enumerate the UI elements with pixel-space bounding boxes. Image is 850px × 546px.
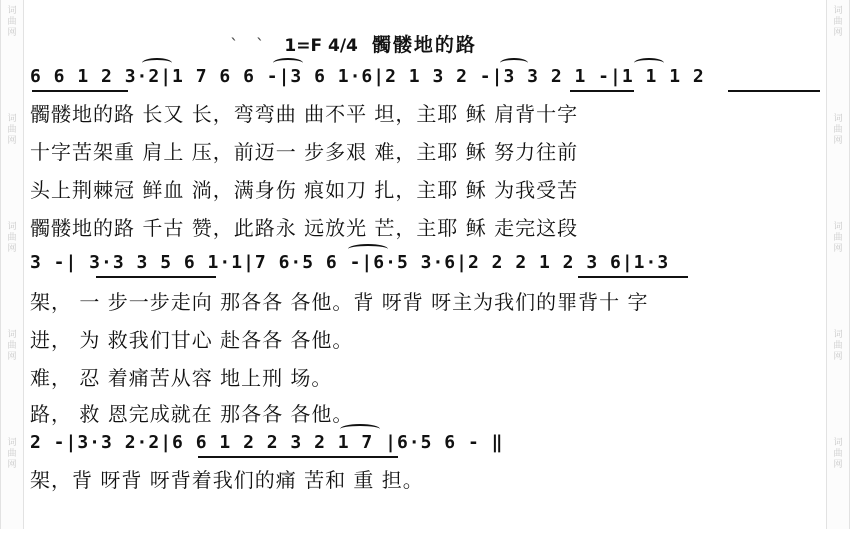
lyric-line-2-4: 路， 救 恩完成就在 那各各 各他。	[30, 402, 354, 426]
beam	[578, 276, 688, 278]
watermark-text: 词 曲 网	[833, 6, 843, 38]
watermark-text: 词 曲 网	[833, 330, 843, 362]
watermark-text: 词 曲 网	[7, 6, 17, 38]
watermark-text: 词 曲 网	[7, 114, 17, 146]
lyric-line-1-1: 髑髅地的路 长又 长，弯弯曲 曲不平 坦，主耶 稣 肩背十字	[30, 102, 579, 126]
song-title: 髑髅地的路	[371, 34, 477, 56]
watermark-column-left	[1, 6, 23, 546]
lyric-line-3-1: 架，背 呀背 呀背着我们的痛 苦和 重 担。	[30, 468, 424, 492]
watermark-text: 词 曲 网	[833, 114, 843, 146]
watermark-text: 词 曲 网	[7, 330, 17, 362]
notation-line-3: 2 -|3·3 2·2|6 6 1 2 2 3 2 1 7 |6·5 6 - ‖	[30, 432, 504, 453]
title-row	[230, 30, 477, 57]
slur	[348, 244, 388, 254]
lyric-line-2-3: 难， 忍 着痛苦从容 地上刑 场。	[30, 366, 333, 390]
title-ticks: ` `	[230, 36, 271, 56]
watermark-text: 词 曲 网	[7, 222, 17, 254]
notation-line-2: 3 -| 3·3 3 5 6 1·1|7 6·5 6 -|6·5 3·6|2 2 2 1 2 3 6|1·3	[30, 252, 670, 273]
right-watermark-strip	[826, 0, 850, 529]
beam	[570, 90, 634, 92]
beam	[728, 90, 820, 92]
beam	[198, 456, 398, 458]
slur	[273, 58, 303, 68]
left-watermark-strip	[0, 0, 24, 529]
slur	[634, 58, 664, 68]
lyric-line-1-2: 十字苦架重 肩上 压，前迈一 步多艰 难，主耶 稣 努力往前	[30, 140, 579, 164]
lyric-line-1-4: 髑髅地的路 千古 赞，此路永 远放光 芒，主耶 稣 走完这段	[30, 216, 579, 240]
beam	[96, 276, 216, 278]
watermark-text: 词 曲 网	[833, 222, 843, 254]
watermark-text: 词 曲 网	[7, 438, 17, 470]
slur	[500, 58, 528, 68]
slur	[340, 424, 380, 434]
watermark-text: 词 曲 网	[833, 438, 843, 470]
slur	[142, 58, 172, 68]
watermark-column-right	[827, 6, 849, 546]
lyric-line-2-1: 架， 一 步一步走向 那各各 各他。背 呀背 呀主为我们的罪背十 字	[30, 290, 649, 314]
notation-line-1: 6 6 1 2 3·2|1 7 6 6 -|3 6 1·6|2 1 3 2 -|3 3 2 1 -|1 1 1 2	[30, 66, 705, 87]
beam	[32, 90, 128, 92]
lyric-line-2-2: 进， 为 救我们甘心 赴各各 各他。	[30, 328, 354, 352]
lyric-line-1-3: 头上荆棘冠 鲜血 淌，满身伤 痕如刀 扎，主耶 稣 为我受苦	[30, 178, 579, 202]
key-signature: 1=F 4/4	[284, 36, 358, 56]
score-sheet	[30, 0, 820, 529]
